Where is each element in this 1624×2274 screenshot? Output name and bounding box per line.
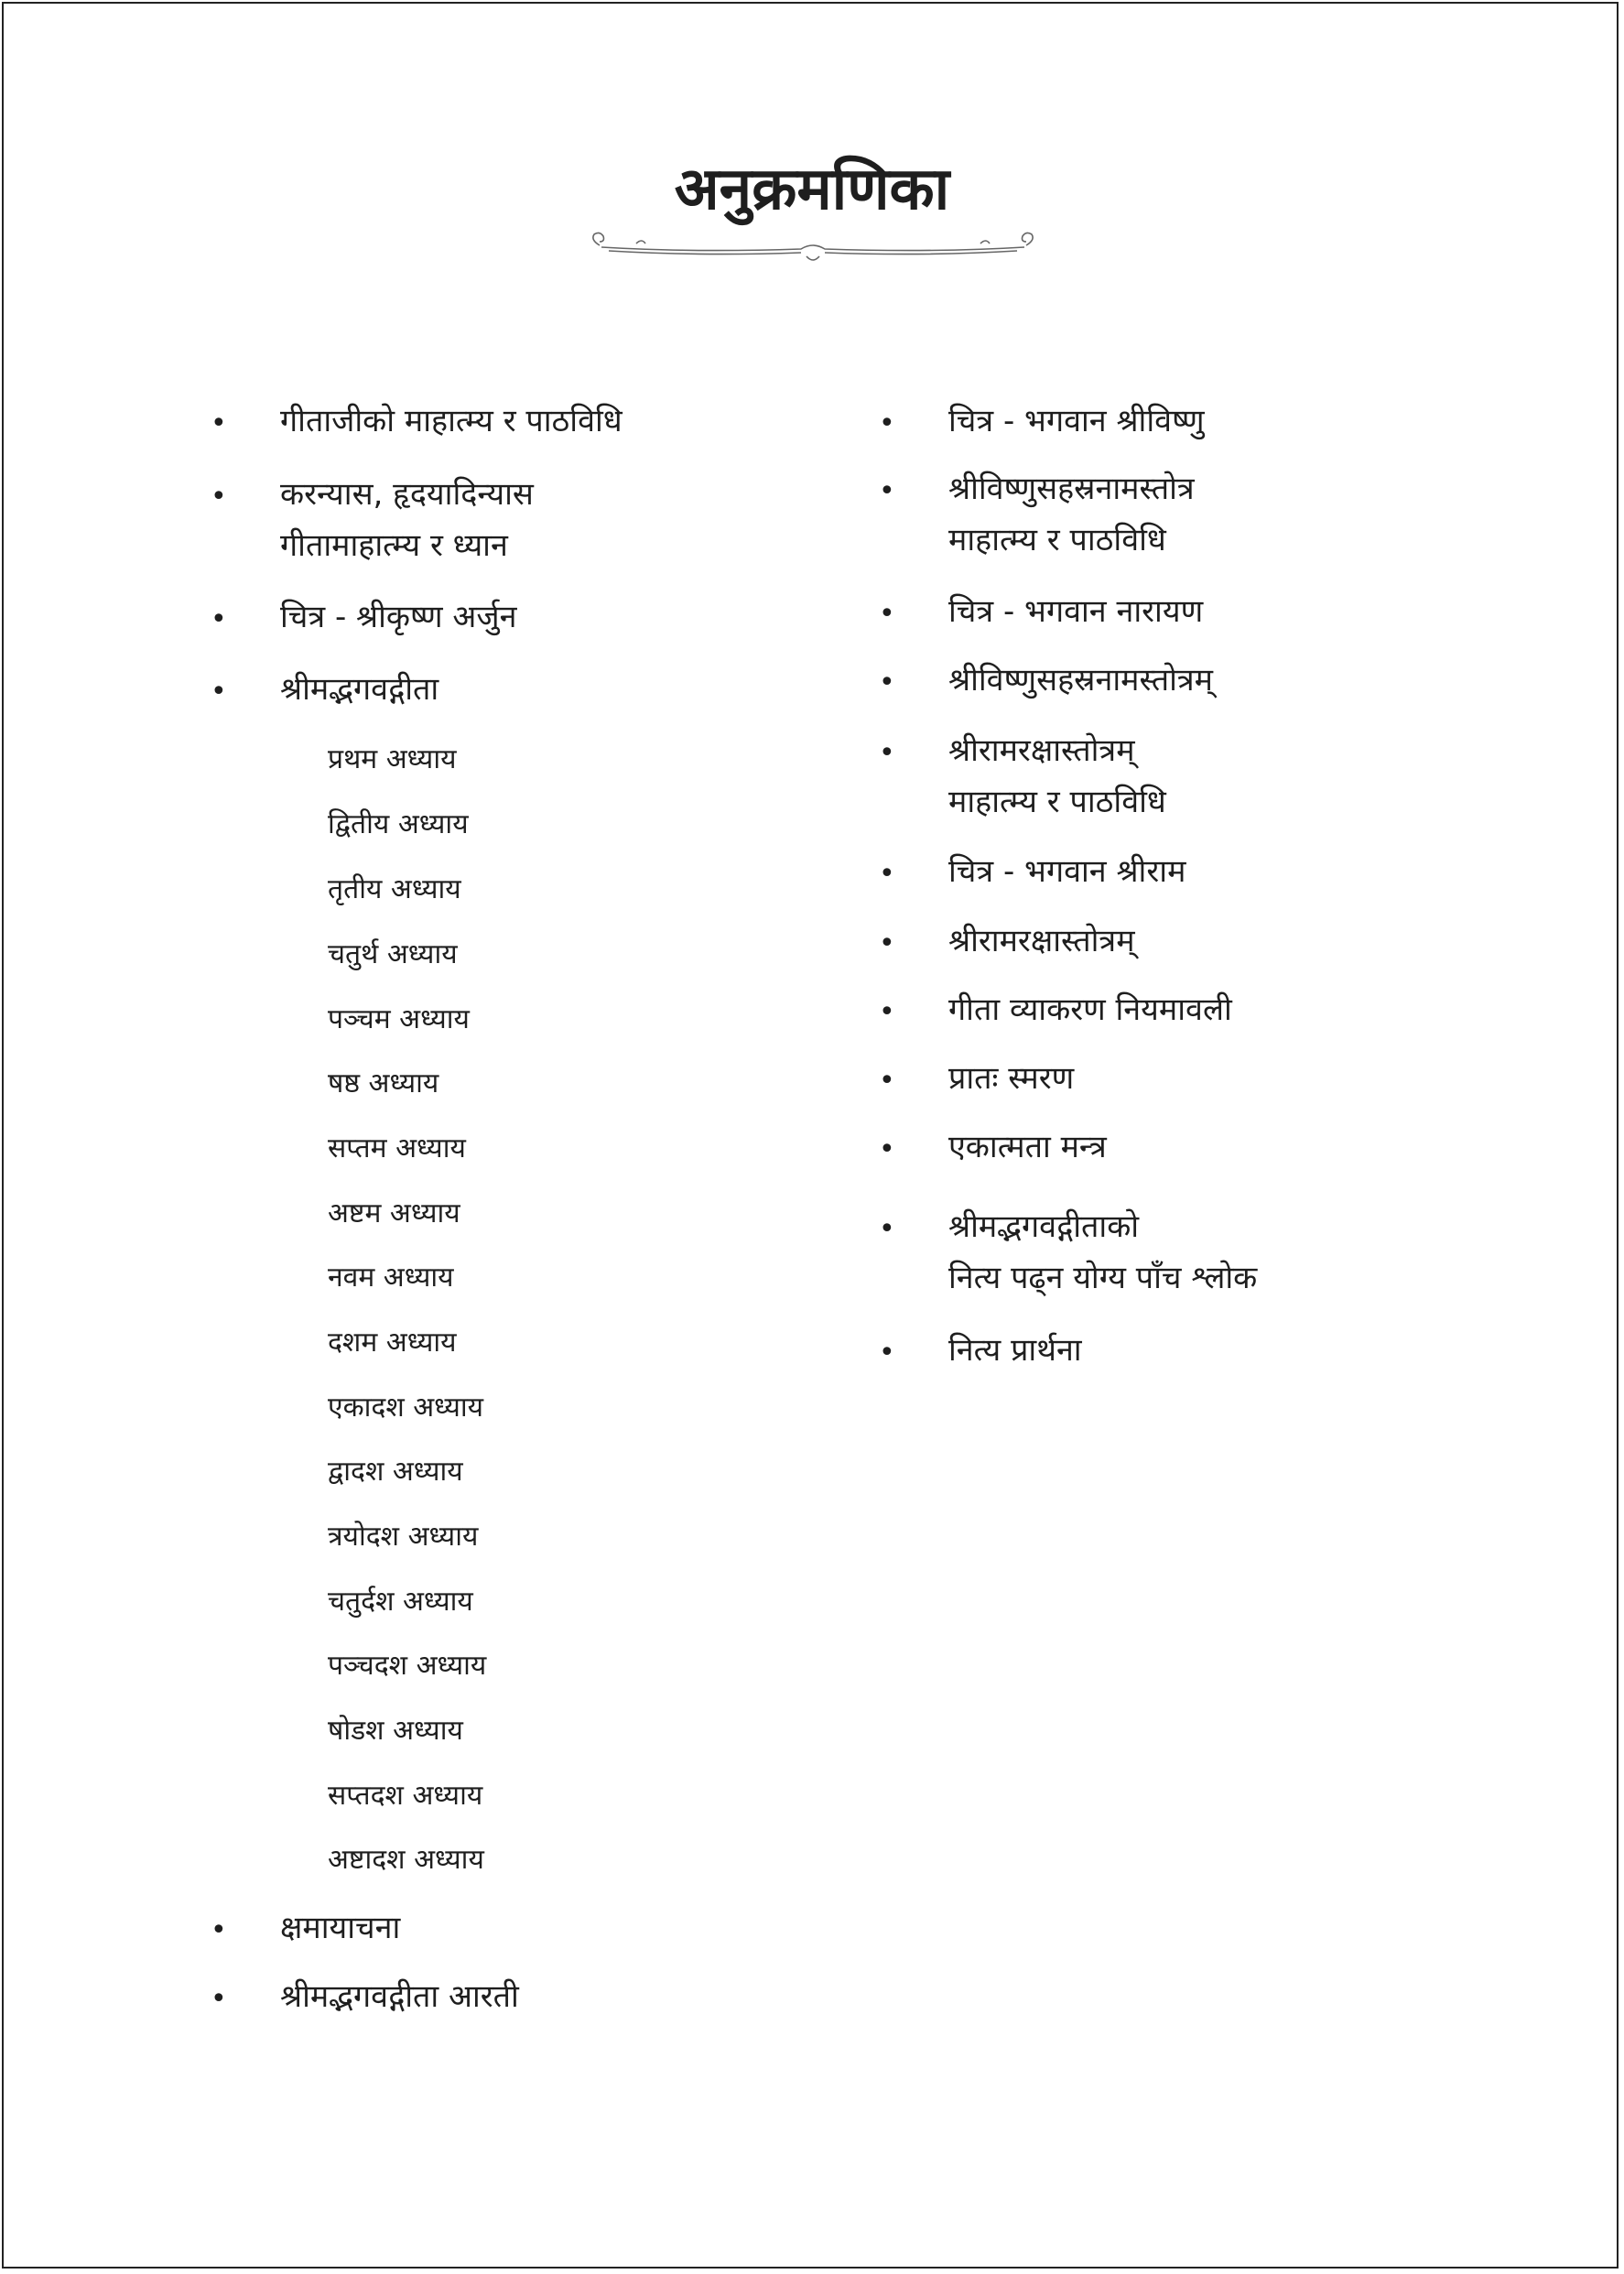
toc-entry-title: द्वितीय अध्याय bbox=[328, 808, 469, 840]
bullet-icon: • bbox=[879, 407, 895, 439]
toc-entry-title: माहात्म्य र पाठविधि bbox=[948, 784, 1166, 820]
bullet-icon: • bbox=[879, 1337, 895, 1369]
toc-entry-title: चित्र - भगवान श्रीविष्णु bbox=[948, 403, 1205, 439]
toc-entry-title: श्रीमद्भगवद्गीताको bbox=[948, 1208, 1140, 1245]
toc-entry-title: दशम अध्याय bbox=[328, 1326, 457, 1359]
toc-entry-title: नवम अध्याय bbox=[328, 1262, 454, 1294]
toc-entry-title: सप्तदश अध्याय bbox=[328, 1780, 483, 1812]
toc-entry-title: चित्र - भगवान नारायण bbox=[948, 593, 1204, 630]
toc-entry-title: एकादश अध्याय bbox=[328, 1391, 484, 1424]
bullet-icon: • bbox=[879, 1213, 895, 1245]
toc-entry-title: श्रीमद्भगवद्गीता bbox=[280, 671, 439, 708]
toc-entry-title: षष्ठ अध्याय bbox=[328, 1067, 439, 1099]
toc-entry-title: अष्टम अध्याय bbox=[328, 1197, 460, 1229]
page-title: अनुक्रमणिका bbox=[674, 156, 950, 223]
bullet-icon: • bbox=[879, 598, 895, 630]
bullet-icon: • bbox=[211, 676, 227, 708]
toc-entry-title: षोडश अध्याय bbox=[328, 1715, 463, 1747]
bullet-icon: • bbox=[211, 481, 227, 513]
toc-entry-title: तृतीय अध्याय bbox=[328, 873, 461, 905]
toc-entry-title: क्षमायाचना bbox=[280, 1910, 401, 1946]
bullet-icon: • bbox=[879, 475, 895, 507]
toc-entry-title: माहात्म्य र पाठविधि bbox=[948, 522, 1166, 558]
toc-entry-title: द्वादश अध्याय bbox=[328, 1456, 463, 1488]
bullet-icon: • bbox=[879, 858, 895, 890]
bullet-icon: • bbox=[211, 1983, 227, 2015]
toc-entry-title: श्रीविष्णुसहस्रनामस्तोत्र bbox=[948, 471, 1195, 507]
toc-entry-title: श्रीरामरक्षास्तोत्रम् bbox=[948, 732, 1135, 769]
toc-entry-title: नित्य प्रार्थना bbox=[948, 1332, 1082, 1369]
toc-entry-title: पञ्चम अध्याय bbox=[328, 1003, 470, 1035]
toc-entry-title: प्रातः स्मरण bbox=[948, 1060, 1075, 1097]
toc-entry-title: चतुर्दश अध्याय bbox=[328, 1586, 473, 1618]
toc-entry-title: श्रीविष्णुसहस्रनामस्तोत्रम् bbox=[948, 662, 1213, 698]
bullet-icon: • bbox=[879, 927, 895, 959]
toc-entry-title: श्रीरामरक्षास्तोत्रम् bbox=[948, 923, 1135, 959]
toc-entry-title: त्रयोदश अध्याय bbox=[328, 1521, 479, 1553]
toc-entry-title: पञ्चदश अध्याय bbox=[328, 1650, 487, 1682]
bullet-icon: • bbox=[879, 996, 895, 1028]
toc-entry-title: एकात्मता मन्त्र bbox=[948, 1129, 1107, 1165]
toc-entry-title: नित्य पढ्न योग्य पाँच श्लोक bbox=[948, 1260, 1258, 1296]
toc-entry-title: प्रथम अध्याय bbox=[328, 743, 457, 775]
toc-entry-title: अष्टादश अध्याय bbox=[328, 1844, 484, 1876]
toc-entry-title: करन्यास, हृदयादिन्यास bbox=[280, 476, 534, 513]
bullet-icon: • bbox=[879, 666, 895, 698]
toc-entry-title: गीतामाहात्म्य र ध्यान bbox=[280, 527, 508, 564]
toc-entry-title: चित्र - भगवान श्रीराम bbox=[948, 853, 1186, 890]
bullet-icon: • bbox=[211, 407, 227, 439]
title-ornament bbox=[581, 229, 1045, 265]
page-border bbox=[2, 2, 1619, 2269]
toc-entry-title: चित्र - श्रीकृष्ण अर्जुन bbox=[280, 599, 517, 635]
toc-entry-title: चतुर्थ अध्याय bbox=[328, 938, 458, 970]
bullet-icon: • bbox=[879, 1065, 895, 1097]
toc-entry-title: गीता व्याकरण नियमावली bbox=[948, 991, 1232, 1028]
toc-entry-title: सप्तम अध्याय bbox=[328, 1132, 466, 1164]
bullet-icon: • bbox=[879, 1133, 895, 1165]
bullet-icon: • bbox=[211, 603, 227, 635]
toc-entry-title: गीताजीको माहात्म्य र पाठविधि bbox=[280, 403, 623, 439]
toc-entry-title: श्रीमद्भगवद्गीता आरती bbox=[280, 1978, 519, 2015]
bullet-icon: • bbox=[211, 1914, 227, 1946]
bullet-icon: • bbox=[879, 737, 895, 769]
